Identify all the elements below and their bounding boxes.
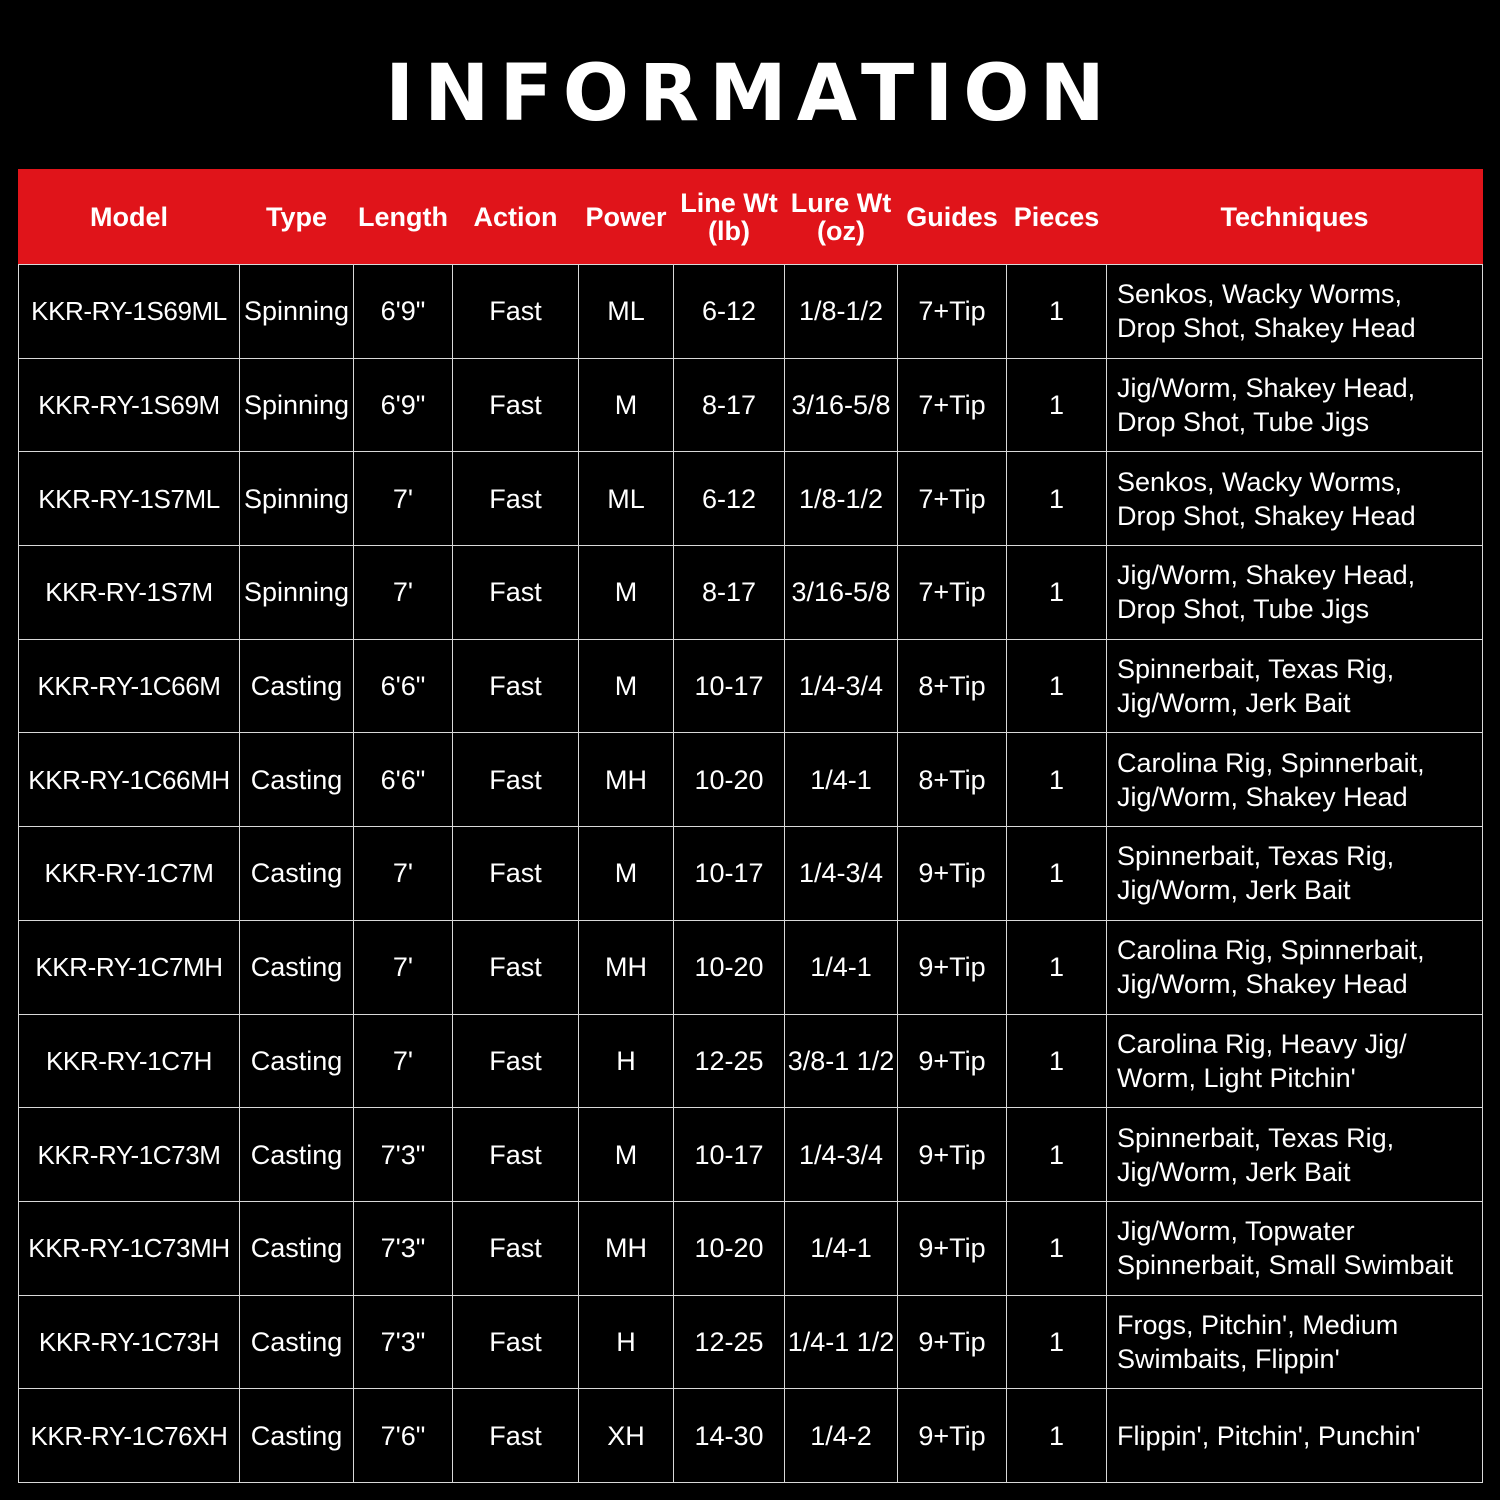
cell-pieces: 1 — [1007, 920, 1107, 1014]
cell-length: 7' — [354, 920, 453, 1014]
cell-action: Fast — [453, 733, 579, 827]
cell-model: KKR-RY-1C73H — [19, 1295, 240, 1389]
column-header-type — [240, 170, 354, 265]
cell-length: 7'3" — [354, 1295, 453, 1389]
cell-model: KKR-RY-1S7ML — [19, 452, 240, 546]
cell-power: MH — [579, 733, 674, 827]
column-header-length — [354, 170, 453, 265]
technique-line: Worm, Light Pitchin' — [1117, 1062, 1356, 1093]
column-header-label: Pieces — [1013, 202, 1100, 232]
column-header-label: Power — [585, 202, 667, 232]
table-row — [19, 546, 1483, 640]
technique-line: Jig/Worm, Jerk Bait — [1117, 688, 1351, 719]
cell-action: Fast — [453, 1389, 579, 1483]
column-header-techniques — [1107, 170, 1483, 265]
table-row — [19, 1108, 1483, 1202]
column-header-model — [19, 170, 240, 265]
cell-line-wt: 10-20 — [674, 1201, 785, 1295]
cell-line-wt: 10-20 — [674, 733, 785, 827]
cell-length: 6'9" — [354, 358, 453, 452]
cell-type: Casting — [240, 920, 354, 1014]
cell-action: Fast — [453, 452, 579, 546]
cell-length: 7' — [354, 1014, 453, 1108]
cell-length: 7' — [354, 452, 453, 546]
cell-action: Fast — [453, 1201, 579, 1295]
cell-power: ML — [579, 265, 674, 359]
cell-action: Fast — [453, 1014, 579, 1108]
technique-line: Jig/Worm, Shakey Head — [1117, 781, 1408, 812]
rod-spec-table — [18, 169, 1483, 1483]
cell-pieces: 1 — [1007, 452, 1107, 546]
cell-techniques — [1107, 1014, 1483, 1108]
cell-line-wt: 10-20 — [674, 920, 785, 1014]
cell-pieces: 1 — [1007, 1014, 1107, 1108]
column-header-label: (lb) — [708, 216, 750, 246]
cell-line-wt: 6-12 — [674, 452, 785, 546]
cell-action: Fast — [453, 358, 579, 452]
column-header-label: Action — [473, 202, 558, 232]
cell-power: M — [579, 639, 674, 733]
cell-guides: 9+Tip — [898, 1014, 1007, 1108]
cell-model: KKR-RY-1C7M — [19, 827, 240, 921]
table-row — [19, 827, 1483, 921]
column-header-label: Lure Wt — [790, 188, 892, 218]
table-header-row — [19, 170, 1483, 265]
technique-line: Carolina Rig, Spinnerbait, — [1117, 747, 1425, 778]
cell-pieces: 1 — [1007, 1389, 1107, 1483]
cell-action: Fast — [453, 920, 579, 1014]
cell-lure-wt: 1/4-2 — [785, 1389, 898, 1483]
technique-line: Spinnerbait, Texas Rig, — [1117, 841, 1395, 872]
technique-line: Flippin', Pitchin', Punchin' — [1117, 1420, 1421, 1451]
cell-lure-wt: 3/8-1 1/2 — [785, 1014, 898, 1108]
cell-lure-wt: 1/4-3/4 — [785, 827, 898, 921]
technique-line: Jig/Worm, Topwater — [1117, 1216, 1355, 1247]
cell-techniques — [1107, 733, 1483, 827]
cell-techniques — [1107, 827, 1483, 921]
cell-action: Fast — [453, 265, 579, 359]
column-header-label: (oz) — [817, 216, 865, 246]
cell-action: Fast — [453, 1295, 579, 1389]
cell-type: Spinning — [240, 546, 354, 640]
cell-lure-wt: 1/4-1 — [785, 733, 898, 827]
cell-techniques — [1107, 639, 1483, 733]
table-row — [19, 920, 1483, 1014]
table-row — [19, 1201, 1483, 1295]
cell-power: H — [579, 1014, 674, 1108]
cell-power: M — [579, 1108, 674, 1202]
cell-guides: 8+Tip — [898, 733, 1007, 827]
technique-line: Senkos, Wacky Worms, — [1117, 466, 1403, 497]
technique-line: Drop Shot, Shakey Head — [1117, 313, 1416, 344]
cell-lure-wt: 1/4-3/4 — [785, 1108, 898, 1202]
cell-pieces: 1 — [1007, 546, 1107, 640]
cell-power: MH — [579, 920, 674, 1014]
cell-pieces: 1 — [1007, 265, 1107, 359]
cell-pieces: 1 — [1007, 733, 1107, 827]
technique-line: Spinnerbait, Small Swimbait — [1117, 1250, 1454, 1281]
column-header-label: Length — [358, 202, 448, 232]
cell-guides: 9+Tip — [898, 1108, 1007, 1202]
cell-model: KKR-RY-1S69M — [19, 358, 240, 452]
cell-power: M — [579, 358, 674, 452]
column-header-power — [579, 170, 674, 265]
technique-line: Drop Shot, Tube Jigs — [1117, 594, 1370, 625]
cell-techniques — [1107, 546, 1483, 640]
technique-line: Carolina Rig, Heavy Jig/ — [1117, 1028, 1407, 1059]
table-row — [19, 1014, 1483, 1108]
cell-type: Casting — [240, 1389, 354, 1483]
cell-guides: 9+Tip — [898, 827, 1007, 921]
cell-length: 7'3" — [354, 1108, 453, 1202]
technique-line: Frogs, Pitchin', Medium — [1117, 1309, 1399, 1340]
cell-model: KKR-RY-1C66MH — [19, 733, 240, 827]
technique-line: Swimbaits, Flippin' — [1117, 1343, 1340, 1374]
column-header-lure-wt — [785, 170, 898, 265]
cell-pieces: 1 — [1007, 358, 1107, 452]
cell-model: KKR-RY-1C66M — [19, 639, 240, 733]
cell-type: Casting — [240, 1014, 354, 1108]
cell-line-wt: 10-17 — [674, 827, 785, 921]
cell-guides: 7+Tip — [898, 265, 1007, 359]
cell-model: KKR-RY-1S69ML — [19, 265, 240, 359]
cell-line-wt: 14-30 — [674, 1389, 785, 1483]
cell-pieces: 1 — [1007, 1295, 1107, 1389]
cell-type: Casting — [240, 827, 354, 921]
technique-line: Senkos, Wacky Worms, — [1117, 279, 1403, 310]
cell-type: Spinning — [240, 358, 354, 452]
column-header-action — [453, 170, 579, 265]
cell-techniques — [1107, 1389, 1483, 1483]
cell-line-wt: 8-17 — [674, 358, 785, 452]
cell-lure-wt: 1/4-1 1/2 — [785, 1295, 898, 1389]
cell-guides: 9+Tip — [898, 1295, 1007, 1389]
cell-model: KKR-RY-1C73MH — [19, 1201, 240, 1295]
cell-pieces: 1 — [1007, 827, 1107, 921]
cell-power: M — [579, 546, 674, 640]
cell-action: Fast — [453, 827, 579, 921]
cell-power: ML — [579, 452, 674, 546]
cell-guides: 9+Tip — [898, 1389, 1007, 1483]
cell-power: MH — [579, 1201, 674, 1295]
technique-line: Drop Shot, Tube Jigs — [1117, 407, 1370, 438]
cell-lure-wt: 3/16-5/8 — [785, 358, 898, 452]
cell-techniques — [1107, 1108, 1483, 1202]
cell-type: Spinning — [240, 265, 354, 359]
column-header-label: Guides — [906, 202, 998, 232]
cell-length: 6'6" — [354, 639, 453, 733]
table-row — [19, 1295, 1483, 1389]
cell-line-wt: 8-17 — [674, 546, 785, 640]
cell-line-wt: 12-25 — [674, 1295, 785, 1389]
cell-type: Casting — [240, 639, 354, 733]
cell-length: 7' — [354, 827, 453, 921]
technique-line: Spinnerbait, Texas Rig, — [1117, 1122, 1395, 1153]
technique-line: Carolina Rig, Spinnerbait, — [1117, 935, 1425, 966]
technique-line: Jig/Worm, Jerk Bait — [1117, 1156, 1351, 1187]
cell-model: KKR-RY-1C7H — [19, 1014, 240, 1108]
column-header-label: Line Wt — [680, 188, 778, 218]
cell-model: KKR-RY-1S7M — [19, 546, 240, 640]
cell-model: KKR-RY-1C7MH — [19, 920, 240, 1014]
cell-length: 6'9" — [354, 265, 453, 359]
cell-type: Casting — [240, 1108, 354, 1202]
technique-line: Drop Shot, Shakey Head — [1117, 500, 1416, 531]
technique-line: Jig/Worm, Shakey Head — [1117, 969, 1408, 1000]
cell-lure-wt: 1/4-1 — [785, 1201, 898, 1295]
cell-line-wt: 10-17 — [674, 1108, 785, 1202]
cell-power: H — [579, 1295, 674, 1389]
cell-type: Casting — [240, 733, 354, 827]
cell-techniques — [1107, 920, 1483, 1014]
cell-pieces: 1 — [1007, 1108, 1107, 1202]
cell-type: Casting — [240, 1201, 354, 1295]
cell-type: Casting — [240, 1295, 354, 1389]
cell-guides: 7+Tip — [898, 546, 1007, 640]
cell-guides: 9+Tip — [898, 1201, 1007, 1295]
cell-guides: 8+Tip — [898, 639, 1007, 733]
cell-model: KKR-RY-1C76XH — [19, 1389, 240, 1483]
table-row — [19, 452, 1483, 546]
cell-line-wt: 12-25 — [674, 1014, 785, 1108]
cell-action: Fast — [453, 639, 579, 733]
column-header-label: Model — [90, 202, 168, 232]
column-header-guides — [898, 170, 1007, 265]
column-header-pieces — [1007, 170, 1107, 265]
column-header-label: Type — [265, 202, 327, 232]
cell-guides: 7+Tip — [898, 452, 1007, 546]
table-row — [19, 639, 1483, 733]
cell-line-wt: 10-17 — [674, 639, 785, 733]
technique-line: Jig/Worm, Shakey Head, — [1117, 373, 1416, 404]
page-title: INFORMATION — [385, 49, 1115, 139]
cell-length: 6'6" — [354, 733, 453, 827]
cell-pieces: 1 — [1007, 1201, 1107, 1295]
technique-line: Jig/Worm, Shakey Head, — [1117, 560, 1416, 591]
cell-type: Spinning — [240, 452, 354, 546]
table-row — [19, 1389, 1483, 1483]
cell-lure-wt: 1/4-3/4 — [785, 639, 898, 733]
cell-lure-wt: 3/16-5/8 — [785, 546, 898, 640]
table-body — [19, 265, 1483, 1483]
table-row — [19, 265, 1483, 359]
cell-techniques — [1107, 358, 1483, 452]
technique-line: Jig/Worm, Jerk Bait — [1117, 875, 1351, 906]
cell-lure-wt: 1/4-1 — [785, 920, 898, 1014]
technique-line: Spinnerbait, Texas Rig, — [1117, 654, 1395, 685]
cell-action: Fast — [453, 546, 579, 640]
cell-guides: 7+Tip — [898, 358, 1007, 452]
cell-techniques — [1107, 1295, 1483, 1389]
table-row — [19, 733, 1483, 827]
cell-lure-wt: 1/8-1/2 — [785, 452, 898, 546]
column-header-line-wt — [674, 170, 785, 265]
cell-power: M — [579, 827, 674, 921]
cell-techniques — [1107, 265, 1483, 359]
cell-length: 7'3" — [354, 1201, 453, 1295]
cell-length: 7' — [354, 546, 453, 640]
cell-line-wt: 6-12 — [674, 265, 785, 359]
table-row — [19, 358, 1483, 452]
cell-techniques — [1107, 1201, 1483, 1295]
cell-length: 7'6" — [354, 1389, 453, 1483]
cell-pieces: 1 — [1007, 639, 1107, 733]
cell-guides: 9+Tip — [898, 920, 1007, 1014]
cell-action: Fast — [453, 1108, 579, 1202]
cell-techniques — [1107, 452, 1483, 546]
cell-power: XH — [579, 1389, 674, 1483]
cell-lure-wt: 1/8-1/2 — [785, 265, 898, 359]
cell-model: KKR-RY-1C73M — [19, 1108, 240, 1202]
column-header-label: Techniques — [1220, 202, 1369, 232]
